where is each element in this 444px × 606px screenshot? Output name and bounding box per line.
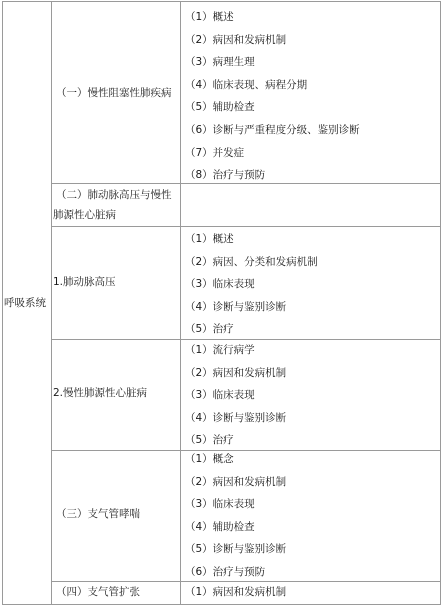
list-item: （5）辅助检查 (185, 101, 255, 114)
section-title: （四）支气管扩张 (56, 586, 140, 598)
list-item: （1）流行病学 (185, 344, 255, 356)
list-item: （5）治疗 (185, 434, 234, 447)
column-divider (180, 1, 181, 605)
list-item: （3）临床表现 (185, 389, 255, 402)
column-divider (51, 1, 52, 605)
list-item: （1）概述 (185, 233, 234, 245)
list-item: （3）临床表现 (185, 278, 255, 291)
list-item: （4）诊断与鉴别诊断 (185, 300, 287, 313)
item-list (185, 581, 286, 604)
list-item: （3）临床表现 (185, 498, 255, 511)
list-item: （3）病理生理 (185, 56, 255, 69)
list-item: （5）诊断与鉴别诊断 (185, 543, 287, 556)
section-title: 1.肺动脉高压 (53, 276, 116, 288)
list-item: （1）病因和发病机制 (185, 586, 287, 598)
list-item: （4）辅助检查 (185, 520, 255, 533)
list-item: （5）治疗 (185, 323, 234, 336)
item-list (185, 448, 286, 584)
list-item: （6）诊断与严重程度分级、鉴别诊断 (185, 123, 360, 136)
section-title: 肺源性心脏病 (53, 209, 116, 221)
section-title: （二）肺动脉高压与慢性 (56, 189, 172, 201)
list-item: （1）概念 (185, 453, 234, 465)
section-title: （一）慢性阻塞性肺疾病 (56, 87, 172, 99)
list-item: （7）并发症 (185, 146, 245, 159)
item-list (185, 228, 318, 341)
row-divider (51, 226, 441, 227)
item-list (185, 6, 360, 187)
list-item: （4）临床表现、病程分期 (185, 78, 308, 91)
list-item: （2）病因和发病机制 (185, 33, 287, 46)
list-item: （8）治疗与预防 (185, 169, 266, 182)
list-item: （6）治疗与预防 (185, 565, 266, 578)
item-list (185, 339, 286, 452)
list-item: （4）诊断与鉴别诊断 (185, 411, 287, 424)
list-item: （1）概述 (185, 11, 234, 23)
list-item: （2）病因、分类和发病机制 (185, 255, 318, 268)
list-item: （2）病因和发病机制 (185, 475, 287, 488)
section-title: 2.慢性肺源性心脏病 (53, 387, 148, 399)
system-label: 呼吸系统 (4, 297, 46, 309)
section-title: （三）支气管哮喘 (56, 508, 140, 520)
list-item: （2）病因和发病机制 (185, 366, 287, 379)
